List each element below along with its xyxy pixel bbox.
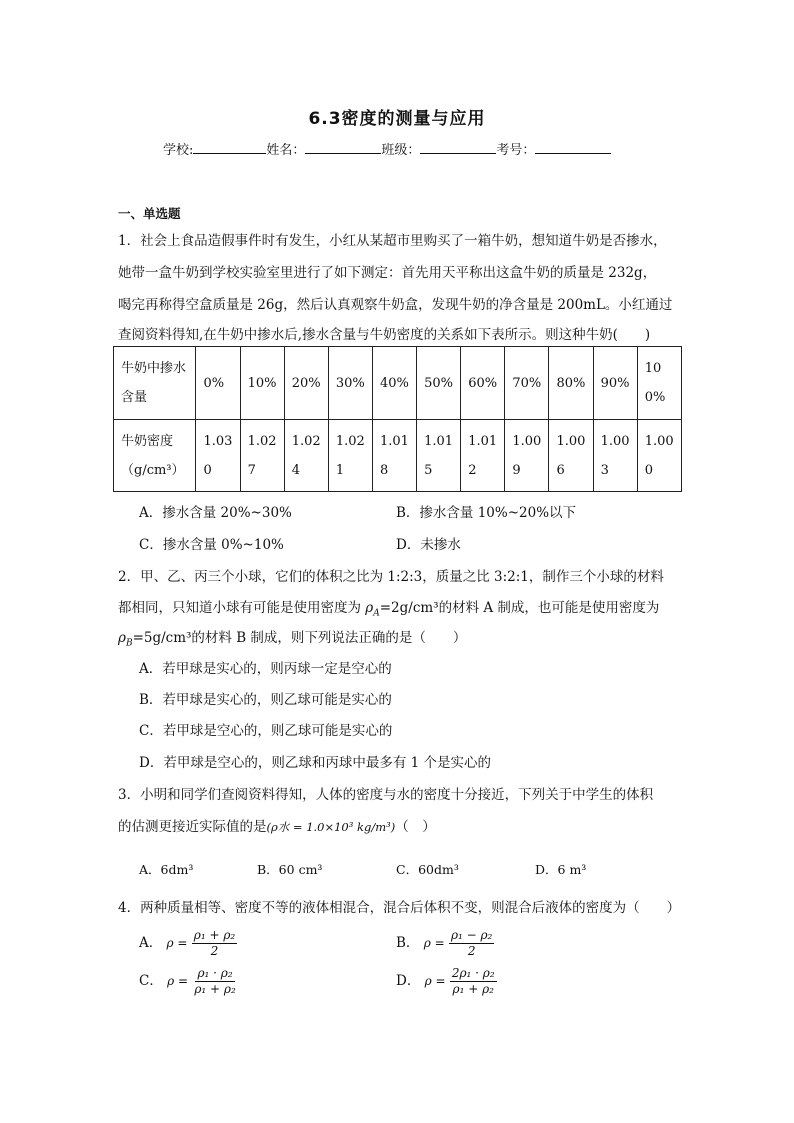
q2-line-3-text: =5g/cm³的材料 B 制成，则下列说法正确的是（ ） <box>132 630 467 646</box>
formula-lhs: ρ = <box>424 974 446 988</box>
table-cell: 1.015 <box>417 420 461 492</box>
name-blank[interactable] <box>305 140 381 154</box>
table-cell: 1.021 <box>328 420 372 492</box>
fraction-numerator: ρ₁ + ρ₂ <box>193 928 236 942</box>
student-info-line <box>163 139 611 158</box>
option-label: B． <box>396 935 420 951</box>
q4-option-c[interactable] <box>139 966 238 997</box>
fraction <box>450 966 497 997</box>
table-cell: 100% <box>637 347 681 420</box>
table-cell: 0% <box>196 347 240 420</box>
table-cell: 20% <box>284 347 328 420</box>
q4-option-a[interactable] <box>139 928 237 959</box>
table-cell: 1.018 <box>372 420 416 492</box>
table-cell: 1.000 <box>637 420 681 492</box>
q2-line-1: 2．甲、乙、丙三个小球，它们的体积之比为 1:2:3，质量之比 3:2:1，制作三个小球的材料 <box>118 569 664 585</box>
formula-lhs: ρ = <box>166 936 188 950</box>
exam-no-blank[interactable] <box>535 140 611 154</box>
q2-line-3 <box>118 626 466 649</box>
table-cell: 1.003 <box>593 420 637 492</box>
table-cell: 1.012 <box>461 420 505 492</box>
option-label: C． <box>139 973 163 989</box>
q2-line-2-text-b: =2g/cm³的材料 A 制成，也可能是使用密度为 <box>379 600 660 616</box>
table-cell: 40% <box>372 347 416 420</box>
q1-line-1: 1．社会上食品造假事件时有发生，小红从某超市里购买了一箱牛奶，想知道牛奶是否掺水， <box>118 233 667 249</box>
q1-line-3: 喝完再称得空盒质量是 26g，然后认真观察牛奶盒，发现牛奶的净含量是 200mL。小红通过 <box>118 297 673 313</box>
table-row-header: 牛奶密度（g/cm³） <box>114 420 196 492</box>
table-row <box>114 420 682 492</box>
fraction-denominator: ρ₁ + ρ₂ <box>452 982 494 996</box>
class-blank[interactable] <box>420 140 496 154</box>
fraction-denominator: ρ₁ + ρ₂ <box>194 982 236 996</box>
q2-option-d[interactable]: D．若甲球是空心的，则乙球和丙球中最多有 1 个是实心的 <box>139 755 491 771</box>
page-title: 6.3密度的测量与应用 <box>308 109 486 129</box>
q4-option-d[interactable] <box>396 966 497 997</box>
density-table <box>113 346 682 492</box>
name-label: 姓名： <box>266 143 306 158</box>
table-cell: 1.006 <box>549 420 593 492</box>
table-row <box>114 347 682 420</box>
formula-lhs: ρ = <box>167 974 189 988</box>
table-cell: 60% <box>461 347 505 420</box>
table-cell: 1.009 <box>505 420 549 492</box>
q3-option-a[interactable]: A．6dm³ <box>139 862 194 877</box>
q3-line-2-text-b: （ ） <box>395 819 436 835</box>
exam-no-label: 考号： <box>496 143 536 158</box>
fraction-numerator: 2ρ₁ · ρ₂ <box>451 966 495 980</box>
table-cell: 80% <box>549 347 593 420</box>
table-cell: 10% <box>240 347 284 420</box>
class-label: 班级： <box>381 143 421 158</box>
option-label: D． <box>396 973 421 989</box>
q3-line-2 <box>118 815 436 835</box>
q1-option-c[interactable]: C．掺水含量 0%~10% <box>139 537 284 553</box>
q3-line-2-text-a: 的估测更接近实际值的是 <box>118 819 267 835</box>
q4-option-b[interactable] <box>396 928 494 959</box>
fraction <box>192 928 237 959</box>
q1-option-d[interactable]: D．未掺水 <box>396 537 461 553</box>
table-cell: 70% <box>505 347 549 420</box>
q3-option-c[interactable]: C．60dm³ <box>396 862 459 877</box>
fraction <box>449 928 494 959</box>
section-heading: 一、单选题 <box>118 206 181 221</box>
fraction-numerator: ρ₁ · ρ₂ <box>197 966 233 980</box>
q3-option-b[interactable]: B．60 cm³ <box>257 862 323 877</box>
table-cell: 1.030 <box>196 420 240 492</box>
q3-line-1: 3．小明和同学们查阅资料得知，人体的密度与水的密度十分接近，下列关于中学生的体积 <box>118 787 654 803</box>
table-cell: 30% <box>328 347 372 420</box>
fraction-denominator: 2 <box>210 944 219 958</box>
water-density-formula: (ρ水 = 1.0×10³ kg/m³) <box>266 820 396 834</box>
q2-option-b[interactable]: B．若甲球是实心的，则乙球可能是实心的 <box>139 692 392 708</box>
fraction <box>192 966 237 997</box>
q1-line-2: 她带一盒牛奶到学校实验室里进行了如下测定：首先用天平称出这盒牛奶的质量是 232g， <box>118 265 657 281</box>
q1-line-4: 查阅资料得知,在牛奶中掺水后,掺水含量与牛奶密度的关系如下表所示。则这种牛奶( ) <box>118 327 651 343</box>
fraction-denominator: 2 <box>467 944 476 958</box>
rho-b-subscript: B <box>125 638 133 649</box>
table-cell: 1.024 <box>284 420 328 492</box>
q1-option-b[interactable]: B．掺水含量 10%~20%以下 <box>396 505 577 521</box>
rho-a-subscript: A <box>373 608 380 619</box>
table-cell: 50% <box>417 347 461 420</box>
q4-line-1: 4．两种质量相等、密度不等的液体相混合，混合后体积不变，则混合后液体的密度为（ ） <box>118 900 681 916</box>
q3-option-d[interactable]: D．6 m³ <box>535 862 587 877</box>
q2-line-2-text-a: 都相同，只知道小球有可能是使用密度为 <box>118 600 366 616</box>
school-blank[interactable] <box>193 140 266 154</box>
school-label: 学校: <box>163 143 194 158</box>
fraction-numerator: ρ₁ − ρ₂ <box>450 928 493 942</box>
q2-option-a[interactable]: A．若甲球是实心的，则丙球一定是空心的 <box>139 661 392 677</box>
rho-b-symbol: ρ <box>118 630 126 646</box>
table-row-header: 牛奶中掺水含量 <box>114 347 196 420</box>
option-label: A． <box>139 935 163 951</box>
q1-option-a[interactable]: A．掺水含量 20%~30% <box>139 505 292 521</box>
q2-option-c[interactable]: C．若甲球是空心的，则乙球可能是实心的 <box>139 723 393 739</box>
rho-a-symbol: ρ <box>365 600 374 616</box>
table-cell: 1.027 <box>240 420 284 492</box>
table-cell: 90% <box>593 347 637 420</box>
q2-line-2 <box>118 596 659 619</box>
formula-lhs: ρ = <box>423 936 445 950</box>
